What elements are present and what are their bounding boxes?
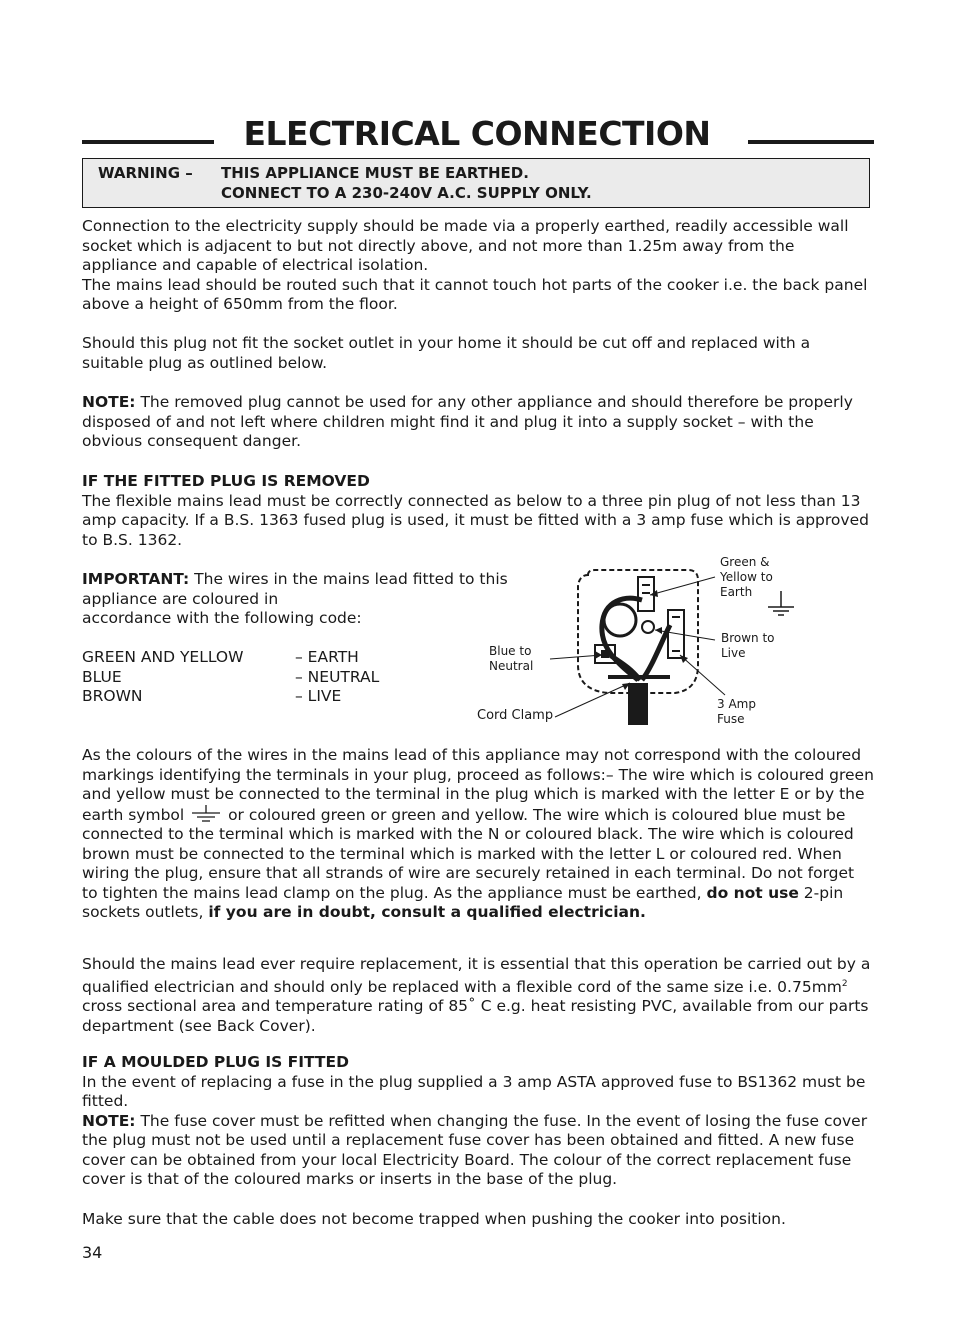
wiring-bold-1: do not use (706, 883, 799, 902)
label-line: Neutral (489, 659, 534, 673)
label-earth-wire (720, 555, 773, 600)
label-line: 3 Amp (717, 697, 756, 711)
colour-name: BLUE (82, 667, 122, 686)
colour-name: GREEN AND YELLOW (82, 648, 244, 666)
colour-meaning: – LIVE (295, 687, 342, 705)
moulded-plug-section (82, 1053, 874, 1190)
label-line: Brown to (721, 631, 775, 645)
note-label: NOTE: (82, 393, 136, 411)
label-line: Blue to (489, 644, 532, 658)
important-line-3: accordance with the following code: (82, 609, 362, 627)
replacement-text-2: cross sectional area and temperature rating of 85˚ C e.g. heat resisting PVC, available from our parts department (see Back Cover). (82, 997, 869, 1035)
colour-row (82, 687, 379, 707)
colour-name: BROWN (82, 687, 143, 705)
intro-paragraph-2: The mains lead should be routed such that it cannot touch hot parts of the cooker i.e. the back panel above a height of 650mm from the floor. (82, 275, 868, 313)
colour-meaning: – NEUTRAL (295, 667, 380, 686)
final-note: Make sure that the cable does not become trapped when pushing the cooker into position. (82, 1210, 786, 1228)
wiring-instructions (82, 746, 874, 923)
title-rule-right (748, 140, 874, 144)
section-heading-fitted-plug: IF THE FITTED PLUG IS REMOVED (82, 472, 370, 490)
wiring-text-2: or coloured green or green and yellow. The wire which is coloured blue must be connected to the terminal which is marked with the N or coloured black. The wire which is coloured brown must be connected to the terminal which is marked with the letter L or coloured red. When wiring the plug, ensure that all strands of wire are securely retained in each terminal. Do not forget to tighten the mains lead clamp on the plug. As the appliance must be earthed, (82, 805, 855, 902)
colour-meaning: – EARTH (295, 648, 359, 666)
label-line: Earth (720, 585, 753, 599)
colour-code-table (82, 648, 379, 707)
plug-wiring-diagram (470, 555, 810, 730)
important-line-1: The wires in the mains lead fitted to this (189, 570, 508, 588)
section-heading-moulded-plug: IF A MOULDED PLUG IS FITTED (82, 1053, 349, 1071)
label-line: Live (721, 646, 746, 660)
intro-section (82, 217, 874, 315)
replacement-text-1: Should the mains lead ever require replacement, it is essential that this operation be carried out by a qualified electrician and should only be replaced with a flexible cord of the same size i.e. 0.75mm (82, 955, 871, 996)
label-line: Green & (720, 555, 770, 569)
moulded-note-label: NOTE: (82, 1111, 136, 1130)
earth-symbol-inline-icon (189, 805, 223, 823)
intro-paragraph-1: Connection to the electricity supply should be made via a properly earthed, readily accessible wall socket which is adjacent to but not directly above, and not more than 1.25m away from the appliance and capable of electrical isolation. (82, 217, 849, 274)
fitted-plug-removed-section (82, 472, 874, 550)
note-removed-plug (82, 393, 874, 452)
label-cord-clamp: Cord Clamp (477, 708, 554, 723)
warning-box (82, 158, 870, 208)
page-title: ELECTRICAL CONNECTION (243, 114, 711, 153)
note-text: The removed plug cannot be used for any other appliance and should therefore be properly disposed of and not left where children might find it and plug it into a supply socket – with the obvious consequent danger. (82, 393, 853, 450)
page-number: 34 (82, 1243, 103, 1262)
colour-row (82, 648, 379, 668)
label-neutral-wire (489, 644, 533, 674)
moulded-plug-text: In the event of replacing a fuse in the plug supplied a 3 amp ASTA approved fuse to BS1362 must be fitted. (82, 1072, 866, 1110)
superscript: 2 (841, 978, 848, 989)
fitted-plug-text: The flexible mains lead must be correctly connected as below to a three pin plug of not less than 13 amp capacity. If a B.S. 1363 fused plug is used, it must be fitted with a 3 amp fuse which is approved to B.S. 1362. (82, 491, 869, 549)
intro-paragraph-3: Should this plug not fit the socket outlet in your home it should be cut off and replaced with a suitable plug as outlined below. (82, 334, 811, 372)
label-line: Fuse (717, 712, 745, 726)
wiring-bold-2: if you are in doubt, consult a qualified electrician. (208, 903, 646, 921)
important-label: IMPORTANT: (82, 570, 190, 588)
label-line: Yellow to (720, 570, 773, 584)
important-line-2: appliance are coloured in (82, 589, 279, 608)
replacement-paragraph (82, 955, 874, 1036)
colour-row (82, 668, 379, 688)
label-live-wire (721, 631, 775, 661)
warning-label: WARNING – (98, 164, 193, 182)
warning-line-1: THIS APPLIANCE MUST BE EARTHED. (221, 164, 529, 182)
moulded-note-text: The fuse cover must be refitted when changing the fuse. In the event of losing the fuse cover the plug must not be used until a replacement fuse cover has been obtained and fitted. A new fuse cover can be obtained from your local Electricity Board. The colour of the correct replacement fuse cover is that of the coloured marks or inserts in the base of the plug. (82, 1111, 868, 1188)
label-fuse (717, 697, 756, 727)
warning-line-2: CONNECT TO A 230-240V A.C. SUPPLY ONLY. (221, 184, 592, 202)
wiring-text-3: 2-pin sockets outlets, (82, 883, 844, 921)
wiring-text-1: As the colours of the wires in the mains lead of this appliance may not correspond with the coloured markings identifying the terminals in your plug, proceed as follows:– The wire which is coloured green and yellow must be connected to the terminal in the plug which is marked with the letter E or by the earth symbol (82, 746, 874, 824)
